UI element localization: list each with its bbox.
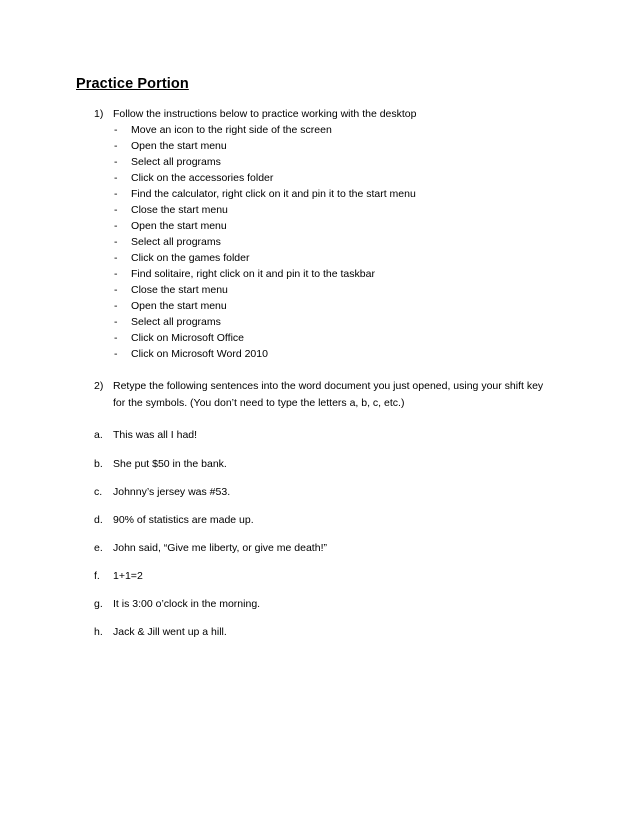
sentence-letter: a. — [94, 429, 103, 441]
step-bullet: - — [114, 188, 118, 200]
step-bullet: - — [114, 204, 118, 216]
step-item: Click on Microsoft Office — [131, 332, 245, 344]
step-item: Select all programs — [131, 316, 221, 328]
sentence-text: 1+1=2 — [113, 570, 143, 582]
section-1-number: 1) — [94, 108, 104, 120]
step-bullet: - — [114, 124, 118, 136]
step-item: Move an icon to the right side of the screen — [131, 124, 332, 136]
step-bullet: - — [114, 348, 118, 360]
step-bullet: - — [114, 140, 118, 152]
sentence-letter: b. — [94, 458, 103, 470]
step-bullet: - — [114, 300, 118, 312]
sentence-letter: h. — [94, 626, 103, 638]
sentence-letter: e. — [94, 542, 103, 554]
step-item: Select all programs — [131, 236, 221, 248]
step-bullet: - — [114, 268, 118, 280]
sentence-text: Johnny’s jersey was #53. — [113, 486, 231, 498]
sentence-text: It is 3:00 o’clock in the morning. — [113, 598, 261, 610]
step-item: Open the start menu — [131, 140, 227, 152]
step-bullet: - — [114, 252, 118, 264]
step-item: Open the start menu — [131, 300, 227, 312]
sentence-text: She put $50 in the bank. — [113, 458, 227, 470]
step-item: Select all programs — [131, 156, 221, 168]
step-bullet: - — [114, 316, 118, 328]
section-2-number: 2) — [94, 380, 104, 392]
step-item: Click on the accessories folder — [131, 172, 274, 184]
section-2-line-1: Retype the following sentences into the word document you just opened, using your shift key — [113, 380, 544, 392]
section-1-text: Follow the instructions below to practice working with the desktop — [113, 108, 417, 120]
sentence-text: Jack & Jill went up a hill. — [113, 626, 227, 638]
sentence-text: 90% of statistics are made up. — [113, 514, 254, 526]
step-item: Close the start menu — [131, 204, 228, 216]
sentence-text: John said, “Give me liberty, or give me death!” — [113, 542, 327, 554]
step-bullet: - — [114, 156, 118, 168]
section-2-line-2: for the symbols. (You don’t need to type the letters a, b, c, etc.) — [113, 397, 405, 409]
sentence-letter: f. — [94, 570, 100, 582]
step-bullet: - — [114, 284, 118, 296]
step-item: Open the start menu — [131, 220, 227, 232]
step-item: Click on Microsoft Word 2010 — [131, 348, 268, 360]
step-bullet: - — [114, 172, 118, 184]
step-bullet: - — [114, 332, 118, 344]
step-item: Click on the games folder — [131, 252, 250, 264]
sentence-letter: c. — [94, 486, 103, 498]
step-item: Find the calculator, right click on it and pin it to the start menu — [131, 188, 416, 200]
step-bullet: - — [114, 220, 118, 232]
step-bullet: - — [114, 236, 118, 248]
sentence-letter: g. — [94, 598, 103, 610]
step-item: Find solitaire, right click on it and pin it to the taskbar — [131, 268, 375, 280]
page-title: Practice Portion — [76, 76, 189, 92]
sentence-letter: d. — [94, 514, 103, 526]
step-item: Close the start menu — [131, 284, 228, 296]
sentence-text: This was all I had! — [113, 429, 198, 441]
